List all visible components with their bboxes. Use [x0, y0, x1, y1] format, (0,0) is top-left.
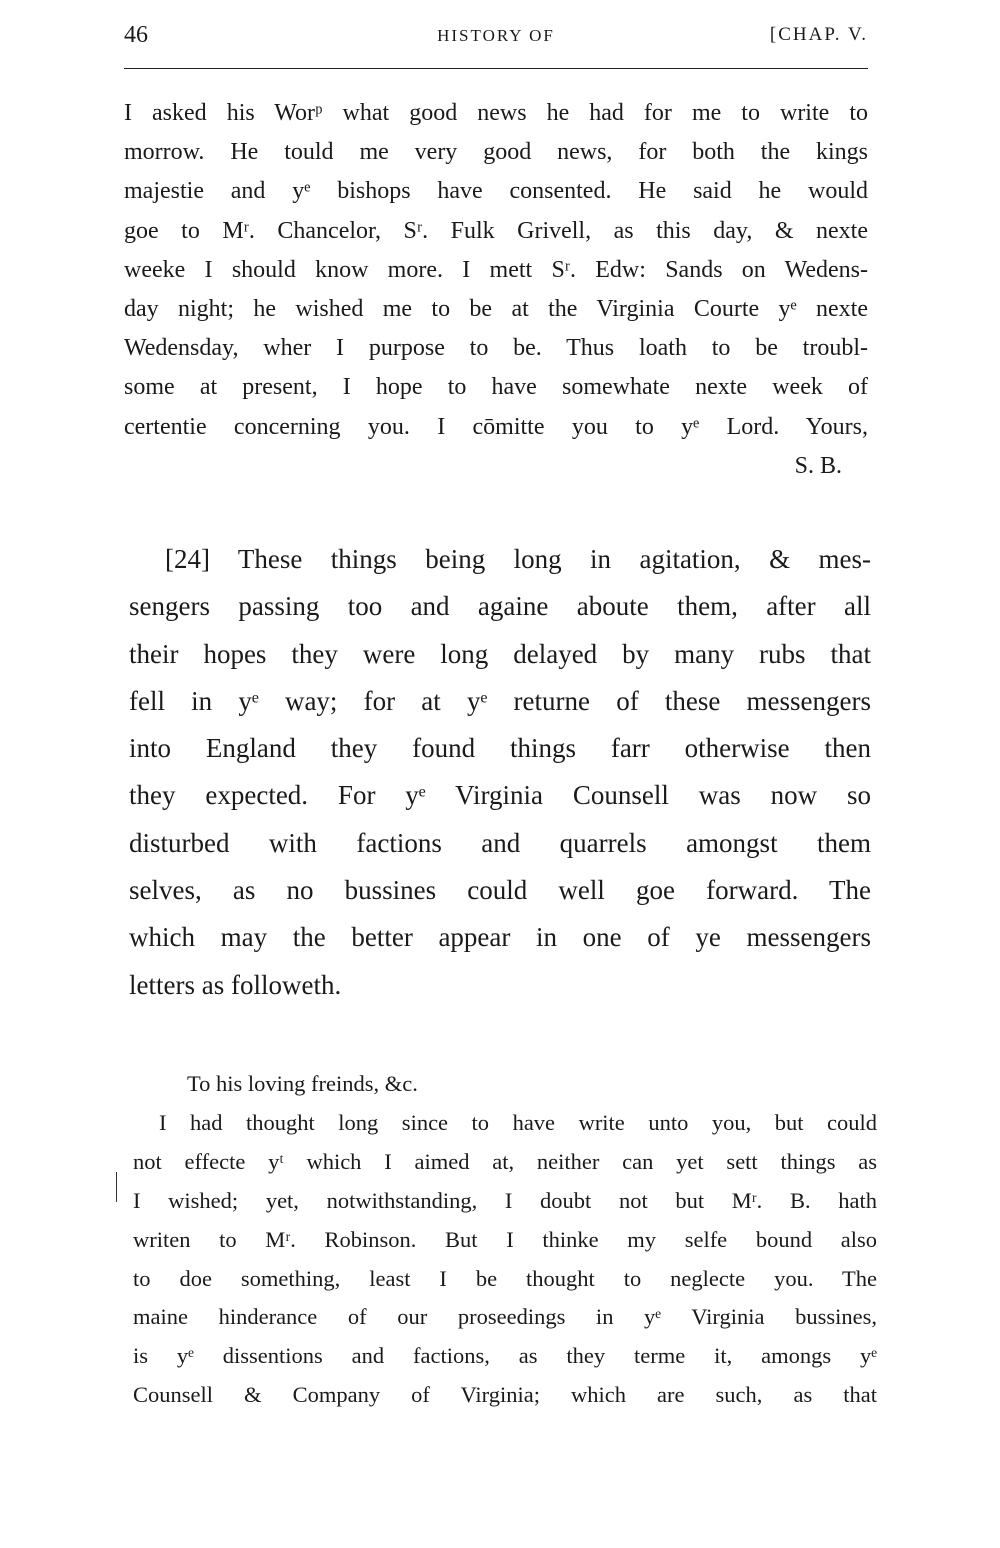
para24-line: sengers passing too and againe aboute them, after all: [129, 591, 871, 622]
letter2-salutation: To his loving freinds, &c.: [187, 1071, 418, 1096]
letter1-line: weeke I should know more. I mett Sʳ. Edw: Sands on Wedens-: [124, 256, 868, 283]
letter1-line: some at present, I hope to have somewhate nexte week of: [124, 374, 868, 401]
para24-line: selves, as no bussines could well goe forward. The: [129, 875, 871, 906]
para24-line: which may the better appear in one of ye messengers: [129, 922, 871, 953]
letter2-line: to doe something, least I be thought to neglecte you. The: [133, 1265, 877, 1291]
para24-line: they expected. For yᵉ Virginia Counsell was now so: [129, 780, 871, 811]
running-header: [124, 22, 868, 52]
letter2-line: I had thought long since to have write unto you, but could: [159, 1109, 877, 1135]
para24-line: fell in yᵉ way; for at yᵉ returne of these messengers: [129, 685, 871, 716]
letter2-line: Counsell & Company of Virginia; which are such, as that: [133, 1382, 877, 1408]
letter1-line: majestie and yᵉ bishops have consented. He said he would: [124, 178, 868, 205]
letter1-line: morrow. He tould me very good news, for both the kings: [124, 139, 868, 166]
header-rule: [124, 68, 868, 69]
letter2-line: not effecte yᵗ which I aimed at, neither can yet sett things as: [133, 1148, 877, 1174]
letter-messenger: [133, 1065, 877, 1415]
letter1-line: I asked his Worᵖ what good news he had for me to write to: [124, 100, 868, 126]
para24-line: disturbed with factions and quarrels amongst them: [129, 827, 871, 858]
letter2-line: I wished; yet, notwithstanding, I doubt not but Mʳ. B. hath: [133, 1187, 877, 1213]
chapter-label: [CHAP. V.: [769, 24, 868, 45]
letter2-line: maine hinderance of our proseedings in yᵉ Virginia bussines,: [133, 1304, 877, 1330]
letter1-line: goe to Mʳ. Chancelor, Sʳ. Fulk Grivell, as this day, & nexte: [124, 217, 868, 244]
para24-line: letters as followeth.: [129, 969, 342, 1000]
margin-mark: [116, 1172, 117, 1202]
para24-line: their hopes they were long delayed by many rubs that: [129, 638, 871, 669]
letter1-line: certentie concerning you. I cōmitte you to yᵉ Lord. Yours,: [124, 413, 868, 440]
paragraph-24: [129, 536, 871, 1009]
para24-line: [24] These things being long in agitation, & mes-: [165, 544, 871, 574]
letter1-line: Wedensday, wher I purpose to be. Thus loath to be troubl-: [124, 335, 868, 362]
running-title: HISTORY OF: [437, 26, 555, 45]
para24-line: into England they found things farr otherwise then: [129, 733, 871, 764]
letter2-line: writen to Mʳ. Robinson. But I thinke my selfe bound also: [133, 1226, 877, 1252]
letter2-line: is yᵉ dissentions and factions, as they terme it, amongs yᵉ: [133, 1343, 877, 1369]
letter1-line: day night; he wished me to be at the Virginia Courte yᵉ nexte: [124, 296, 868, 323]
letter1-signature: S. B.: [794, 452, 842, 479]
letter-sb: [124, 94, 868, 486]
page-number: 46: [124, 22, 148, 48]
